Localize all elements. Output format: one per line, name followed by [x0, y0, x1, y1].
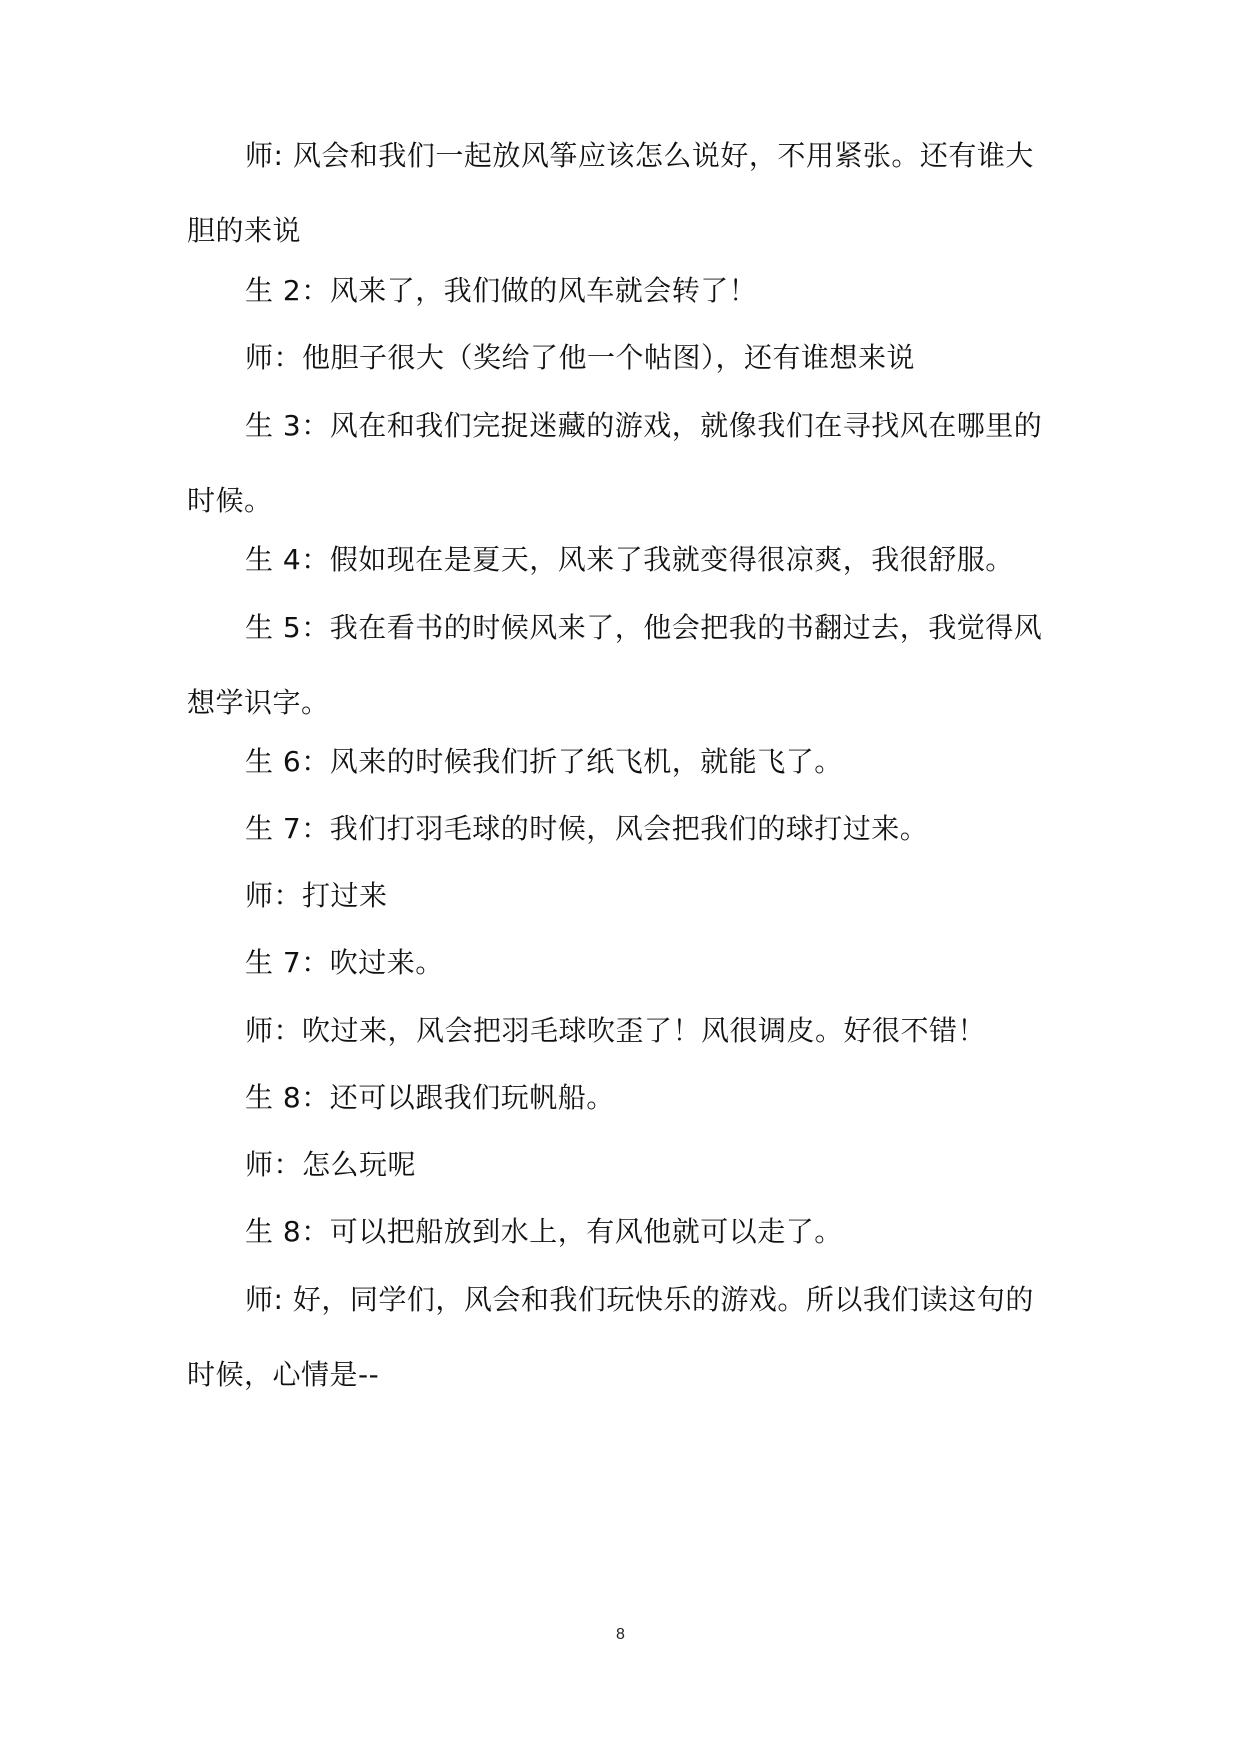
paragraph-7: 生 6：风来的时候我们折了纸飞机，就能飞了。: [245, 745, 843, 778]
paragraph-8: 生 7：我们打羽毛球的时候，风会把我们的球打过来。: [245, 812, 929, 845]
paragraph-10: 生 7：吹过来。: [245, 946, 444, 979]
paragraph-2: 生 2：风来了，我们做的风车就会转了！: [245, 274, 758, 307]
paragraph-15: 师: 好，同学们，风会和我们玩快乐的游戏。所以我们读这句的时候，心情是--: [187, 1283, 1034, 1391]
paragraph-9: 师：打过来: [245, 879, 388, 912]
paragraph-6: 生 5：我在看书的时候风来了，他会把我的书翻过去，我觉得风想学识字。: [187, 611, 1043, 719]
paragraph-4: 生 3：风在和我们完捉迷藏的游戏，就像我们在寻找风在哪里的时候。: [187, 409, 1043, 517]
paragraph-1: 师: 风会和我们一起放风筝应该怎么说好，不用紧张。还有谁大胆的来说: [187, 139, 1034, 247]
paragraph-5: 生 4：假如现在是夏天，风来了我就变得很凉爽，我很舒服。: [245, 543, 1014, 576]
paragraph-13: 师：怎么玩呢: [245, 1148, 417, 1181]
paragraph-3: 师：他胆子很大（奖给了他一个帖图），还有谁想来说: [245, 341, 916, 374]
paragraph-12: 生 8：还可以跟我们玩帆船。: [245, 1081, 615, 1114]
paragraph-14: 生 8：可以把船放到水上，有风他就可以走了。: [245, 1215, 843, 1248]
page-number: 8: [616, 1626, 625, 1643]
paragraph-11: 师：吹过来，风会把羽毛球吹歪了！风很调皮。好很不错！: [245, 1014, 987, 1047]
